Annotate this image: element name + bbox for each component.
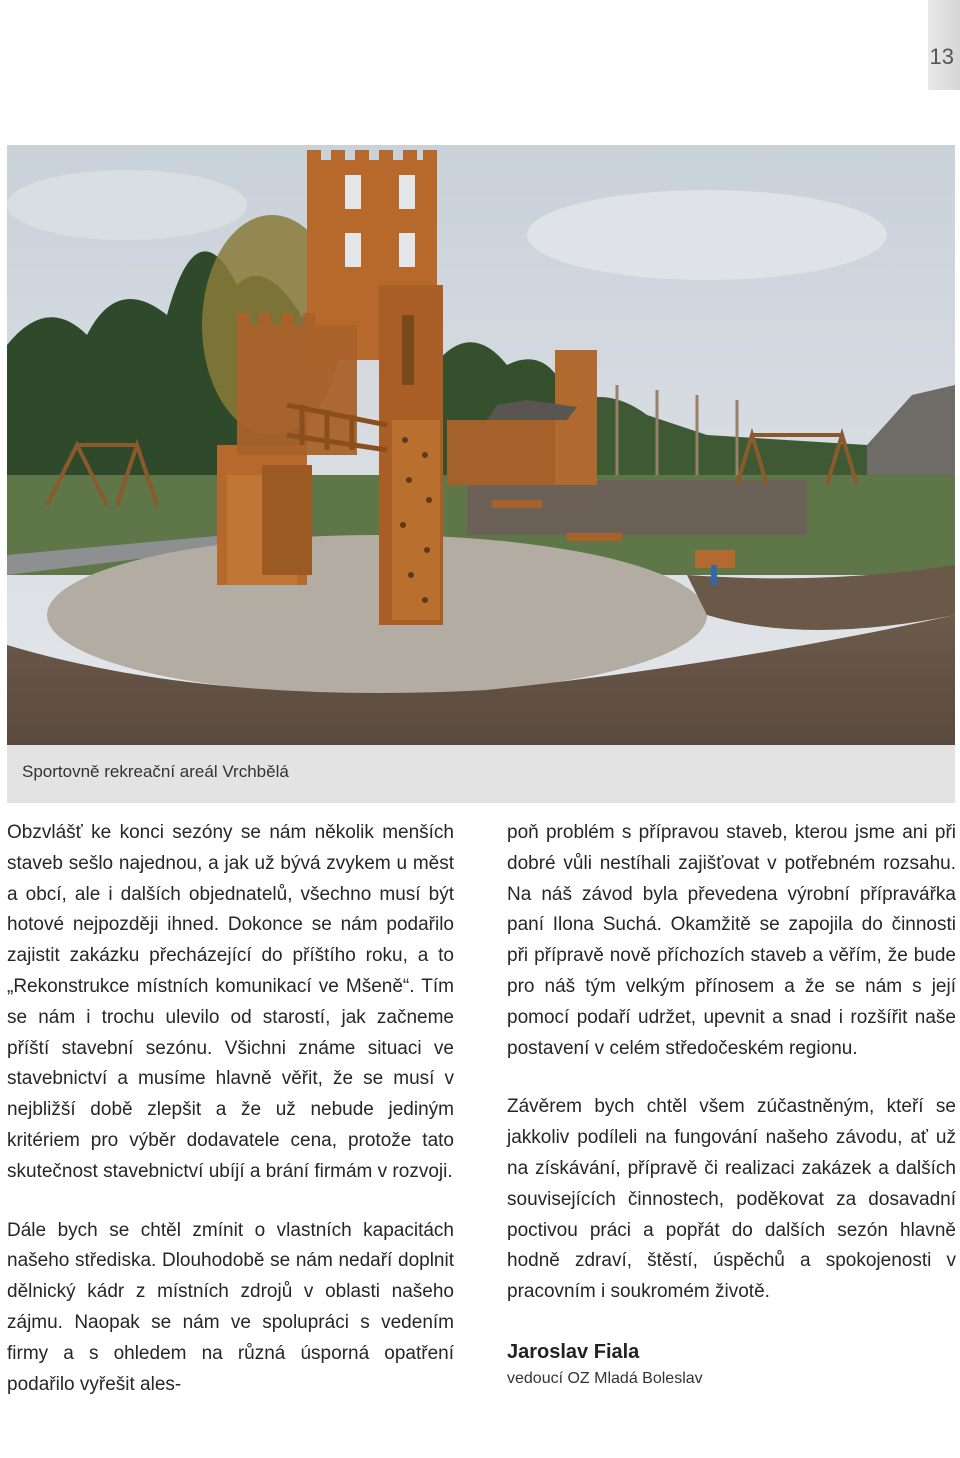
paragraph: Závěrem bych chtěl všem zúčastněným, kteří se jakkoliv podíleli na fungování našeho závodu, ať už na získávání, přípravě či realizaci zakázek a dalších souvisejících činnostech, poděkovat za dosavadní poctivou práci a popřát do dalších sezón hlavně hodně zdraví, štěstí, úspěchů a spokojenosti v pracovním i soukromém životě. <box>507 1096 956 1303</box>
photo-caption: Sportovně rekreační areál Vrchbělá <box>22 762 289 781</box>
paragraph: Dále bych se chtěl zmínit o vlastních kapacitách našeho střediska. Dlouhodobě se nám nedaří doplnit dělnický kádr z místních zdrojů v oblasti našeho zájmu. Naopak se nám ve spolupráci s vedením firmy a s ohledem na různá úsporná opatření podařilo vyřešit ales- <box>7 1219 454 1395</box>
right-column <box>507 818 956 1390</box>
author-name: Jaroslav Fiala <box>507 1340 640 1363</box>
paragraph: Obzvlášť ke konci sezóny se nám několik menších staveb sešlo najednou, a jak už bývá zvykem u měst a obcí, ale i dalších objednatelů, všechno musí být hotové nejpozději ihned. Dokonce se nám podařilo zajistit zakázku přecházející do příštího roku, a to „Rekonstrukce místních komunikací ve Mšeně“. Tím se nám i trochu ulevilo od starostí, jak začneme příští stavební sezónu. Všichni známe situaci ve stavebnictví a musíme hlavně věřit, že se musí v nejbližší době zlepšit a že už nebude jediným kritériem pro výběr dodavatele cena, protože tato skutečnost stavebnictví ubíjí a brání firmám v rozvoji. <box>7 822 454 1182</box>
photo-caption-bar <box>7 745 955 803</box>
author-role: vedoucí OZ Mladá Boleslav <box>507 1369 703 1387</box>
playground-photo <box>7 145 955 745</box>
left-column <box>7 818 454 1400</box>
paragraph: poň problém s přípravou staveb, kterou jsme ani při dobré vůli nestíhali zajišťovat v potřebném rozsahu. Na náš závod byla převedena výrobní přípravářka paní Ilona Suchá. Okamžitě se zapojila do činnosti při přípravě nově příchozích staveb a věřím, že bude pro náš tým velkým přínosem a že se nám s její pomocí podaří udržet, upevnit a snad i rozšířit naše postavení v celém středočeském regionu. <box>507 822 956 1059</box>
page-number: 13 <box>929 44 954 69</box>
